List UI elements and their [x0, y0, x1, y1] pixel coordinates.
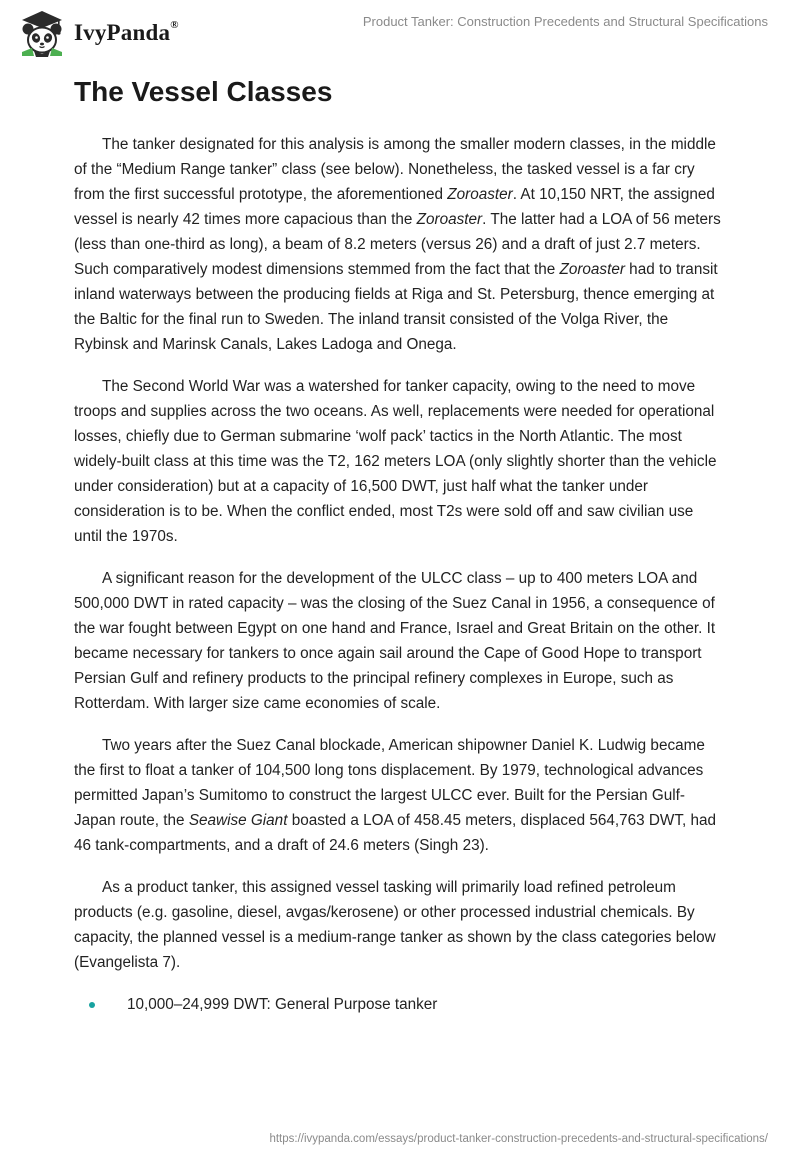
italic-text: Zoroaster [416, 211, 483, 228]
paragraph-text: A significant reason for the development of the ULCC class – up to 400 meters LOA and 500,000 DWT in rated capacity – was the closing of the Suez Canal in 1956, a consequence of the war fought between Egypt on one hand and France, Israel and Great Britain on the other. It became necessary for tankers to once again sail around the Cape of Good Hope to transport Persian Gulf and refinery products to the principal refinery complexes in Europe, such as Rotterdam. With larger size came economies of scale. [74, 570, 716, 712]
paragraph-text: Two years after the Suez Canal blockade, American shipowner Daniel K. Ludwig became the first to float a tanker of 104,500 long tons displacement. By 1979, technological advances permitted Japan’s Sumitomo to construct the largest ULCC ever. Built for the Persian Gulf-Japan route, the [74, 737, 705, 829]
brand-name-text: IvyPanda [74, 20, 171, 45]
class-category-list [74, 992, 724, 1017]
paragraph-text: had to transit inland waterways between the producing fields at Riga and St. Petersburg, thence emerging at the Baltic for the final run to Sweden. The inland transit consisted of the Volga River, the Rybinsk and Marinsk Canals, Lakes Ladoga and Onega. [74, 261, 718, 353]
paragraph-text: . The latter had a LOA of 56 meters (less than one-third as long), a beam of 8.2 meters (versus 26) and a draft of just 2.7 meters. Such comparatively modest dimensions stemmed from the fact that the [74, 211, 721, 278]
paragraph-text: boasted a LOA of 458.45 meters, displaced 564,763 DWT, had 46 tank-compartments, and a draft of 24.6 meters (Singh 23). [74, 812, 717, 854]
body-paragraph [74, 374, 724, 549]
italic-text: Zoroaster [559, 261, 625, 278]
list-item-text: 10,000–24,999 DWT: General Purpose tanker [127, 996, 438, 1013]
body-paragraph [74, 733, 724, 858]
bullet-dot-icon [89, 1002, 95, 1008]
source-url[interactable]: https://ivypanda.com/essays/product-tanker-construction-precedents-and-structural-specifications/ [269, 1133, 768, 1145]
body-paragraph [74, 566, 724, 716]
paragraph-text: . At 10,150 NRT, the assigned vessel is nearly 42 times more capacious than the [74, 186, 715, 228]
panda-logo-icon [14, 8, 70, 58]
section-heading: The Vessel Classes [74, 76, 333, 107]
page-header [0, 0, 800, 64]
paragraph-list [74, 132, 724, 975]
ivypanda-logo[interactable] [14, 8, 179, 58]
document-title: Product Tanker: Construction Precedents and Structural Specifications [362, 14, 768, 29]
article-body [74, 72, 724, 1017]
registered-mark: ® [170, 19, 179, 32]
body-paragraph [74, 132, 724, 357]
paragraph-text: The Second World War was a watershed for tanker capacity, owing to the need to move troops and supplies across the two oceans. As well, replacements were needed for operational losses, chiefly due to German submarine ‘wolf pack’ tactics in the North Atlantic. The most widely-built class at this time was the T2, 162 meters LOA (only slightly shorter than the vehicle under consideration) but at a capacity of 16,500 DWT, just half what the tanker under consideration is to be. When the conflict ended, most T2s were sold off and saw civilian use until the 1970s. [74, 378, 717, 545]
italic-text: Seawise Giant [188, 812, 288, 829]
paragraph-text: The tanker designated for this analysis is among the smaller modern classes, in the middle of the “Medium Range tanker” class (see below). Nonetheless, the tasked vessel is a far cry from the first successful prototype, the aforementioned [74, 136, 716, 203]
italic-text: Zoroaster [447, 186, 513, 203]
body-paragraph [74, 875, 724, 975]
brand-name [74, 20, 179, 46]
list-item [74, 992, 724, 1017]
paragraph-text: As a product tanker, this assigned vessel tasking will primarily load refined petroleum products (e.g. gasoline, diesel, avgas/kerosene) or other processed industrial chemicals. By capacity, the planned vessel is a medium-range tanker as shown by the class categories below (Evangelista 7). [74, 879, 716, 971]
